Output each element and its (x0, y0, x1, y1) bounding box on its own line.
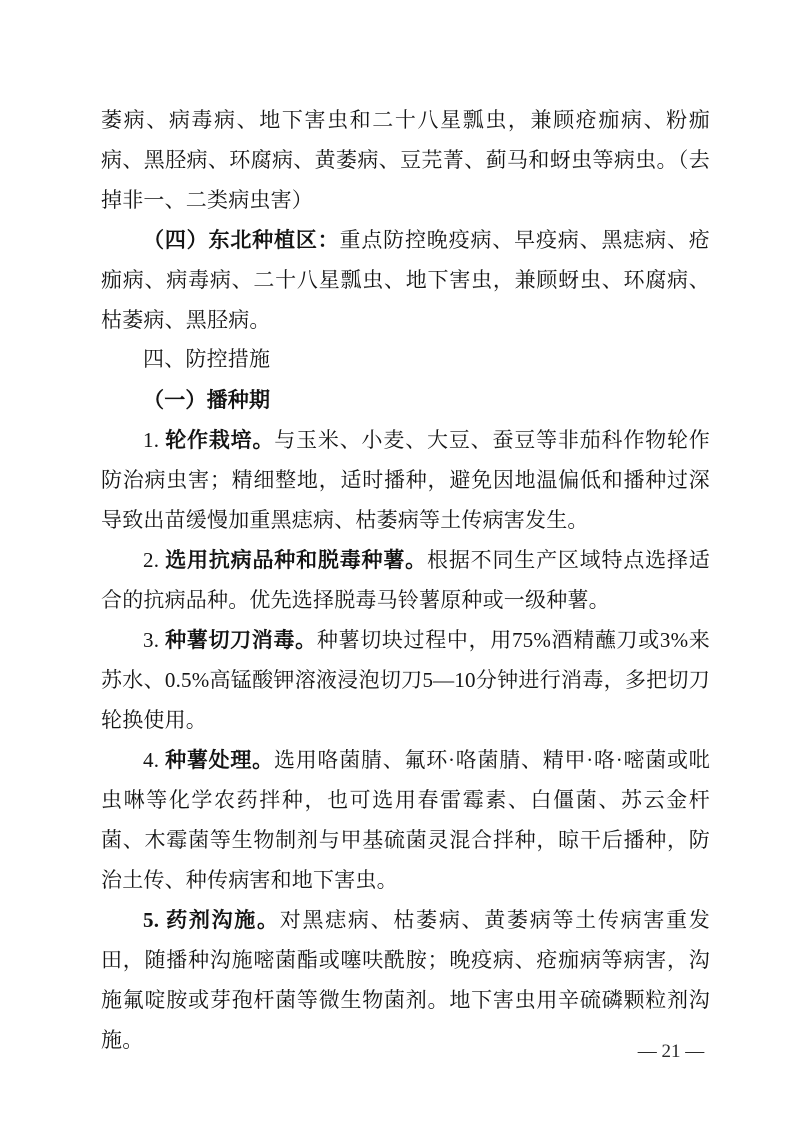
list-item-4 (101, 740, 710, 900)
section-heading-level2-text: （一）播种期 (143, 388, 271, 412)
list-item-1 (101, 420, 710, 540)
list-item-1-body: 与玉米、小麦、大豆、蚕豆等非茄科作物轮作防治病虫害；精细整地，适时播种，避免因地温偏低和播种过深导致出苗缓慢加重黑痣病、枯萎病等土传病害发生。 (101, 428, 710, 532)
list-item-1-lead: 轮作栽培。 (165, 428, 275, 452)
region-northeast-lead: （四）东北种植区： (143, 228, 340, 252)
list-item-5-lead: 药剂沟施。 (166, 908, 280, 932)
list-item-1-number: 1. (143, 428, 166, 452)
section-heading-level1 (101, 340, 710, 380)
region-northeast-body: 重点防控晚疫病、早疫病、黑痣病、疮痂病、病毒病、二十八星瓢虫、地下害虫，兼顾蚜虫、环腐病、枯萎病、黑胫病。 (101, 228, 710, 332)
list-item-3-number: 3. (143, 628, 166, 652)
list-item-5 (101, 900, 710, 1060)
section-heading-level2 (101, 380, 710, 420)
list-item-3 (101, 620, 710, 740)
page-number: — 21 — (637, 1041, 705, 1062)
section-heading-level1-text: 四、防控措施 (143, 348, 271, 371)
list-item-2-body: 根据不同生产区域特点选择适合的抗病品种。优先选择脱毒马铃薯原种或一级种薯。 (101, 548, 710, 612)
list-item-4-lead: 种薯处理。 (165, 748, 274, 772)
paragraph-continuation (101, 100, 710, 220)
list-item-5-body: 对黑痣病、枯萎病、黄萎病等土传病害重发田，随播种沟施嘧菌酯或噻呋酰胺；晚疫病、疮痂病等病害，沟施氟啶胺或芽孢杆菌等微生物菌剂。地下害虫用辛硫磷颗粒剂沟施。 (101, 908, 710, 1052)
list-item-2-number: 2. (143, 548, 166, 572)
list-item-2 (101, 540, 710, 620)
list-item-3-body: 种薯切块过程中，用75%酒精蘸刀或3%来苏水、0.5%高锰酸钾溶液浸泡切刀5—10分钟进行消毒，多把切刀轮换使用。 (101, 628, 710, 732)
list-item-4-number: 4. (143, 748, 166, 772)
document-content (101, 100, 710, 1060)
list-item-3-lead: 种薯切刀消毒。 (165, 628, 317, 652)
paragraph-region-northeast (101, 220, 710, 340)
list-item-5-number: 5. (143, 908, 167, 932)
paragraph-continuation-text: 萎病、病毒病、地下害虫和二十八星瓢虫，兼顾疮痂病、粉痂病、黑胫病、环腐病、黄萎病、豆芫菁、蓟马和蚜虫等病虫。（去掉非一、二类病虫害） (101, 108, 710, 212)
list-item-2-lead: 选用抗病品种和脱毒种薯。 (165, 548, 427, 572)
list-item-4-body: 选用咯菌腈、氟环·咯菌腈、精甲·咯·嘧菌或吡虫啉等化学农药拌种，也可选用春雷霉素、白僵菌、苏云金杆菌、木霉菌等生物制剂与甲基硫菌灵混合拌种，晾干后播种，防治土传、种传病害和地下害虫。 (101, 748, 710, 892)
